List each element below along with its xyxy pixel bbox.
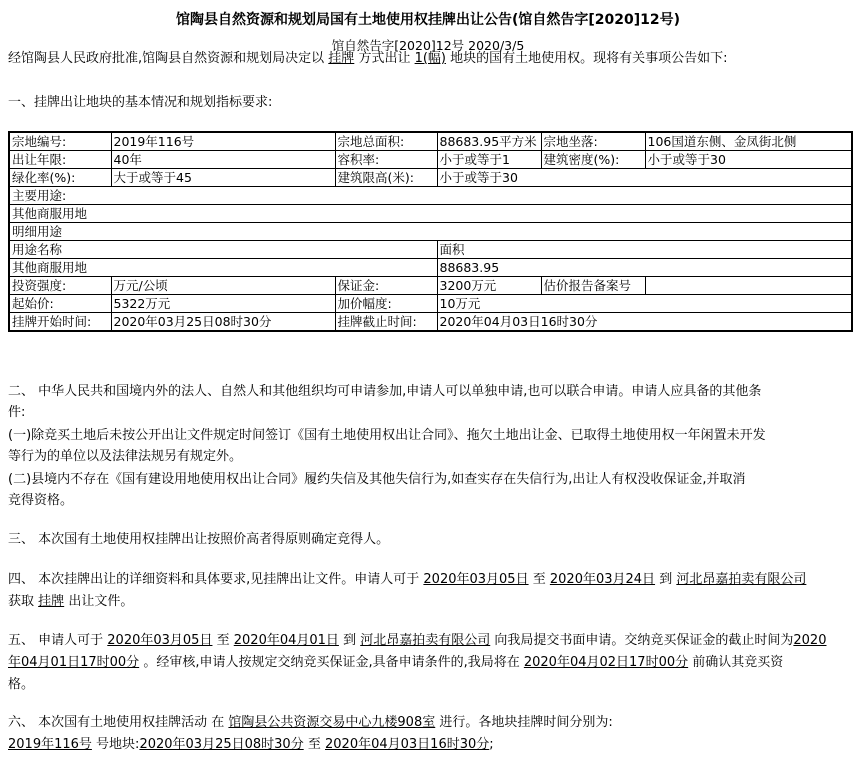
table-row	[9, 223, 852, 241]
table-cell: 用途名称	[9, 241, 437, 259]
table-cell: 宗地编号:	[9, 132, 111, 151]
table-cell: 小于或等于30	[437, 169, 852, 187]
section6-to: 至	[307, 737, 321, 752]
section4-get: 获取	[8, 594, 35, 609]
table-cell: 出让年限:	[9, 151, 111, 169]
table-row	[9, 295, 852, 313]
table-cell: 其他商服用地	[9, 205, 852, 223]
intro-prefix: 经馆陶县人民政府批准,馆陶县自然资源和规划局决定以	[8, 51, 325, 66]
section6-parcel-label: 号地块:	[96, 737, 140, 752]
table-cell: 5322万元	[111, 295, 335, 313]
table-row	[9, 132, 852, 151]
section4-docs: 出让文件。	[68, 594, 134, 609]
announcement-number: 馆自然告字[2020]12号 2020/3/5	[331, 38, 525, 53]
parcel-info-table	[8, 131, 853, 332]
table-cell: 估价报告备案号	[541, 277, 645, 295]
table-cell: 40年	[111, 151, 335, 169]
table-cell: 2019年116号	[111, 132, 335, 151]
section2-line6: 竞得资格。	[8, 493, 74, 508]
table-row	[9, 187, 852, 205]
table-cell: 面积	[437, 241, 852, 259]
section5-deadline: 年04月01日17时00分	[8, 655, 140, 670]
table-cell: 88683.95平方米	[437, 132, 541, 151]
intro-suffix: 地块的国有土地使用权。现将有关事项公告如下:	[450, 51, 728, 66]
intro-middle: 方式出让	[358, 51, 411, 66]
table-row	[9, 259, 852, 277]
intro-count: 1(幅)	[414, 51, 447, 66]
section4-date-to: 2020年03月24日	[549, 572, 656, 587]
section5-confirm-date: 2020年04月02日17时00分	[523, 655, 689, 670]
section2-line3: (一)除竞买土地后未按公开出让文件规定时间签订《国有土地使用权出让合同》、拖欠土地出让金、已取得土地使用权一年闲置未开发	[8, 428, 766, 443]
table-cell: 容积率:	[335, 151, 437, 169]
table-row	[9, 277, 852, 295]
table-cell: 宗地坐落:	[541, 132, 645, 151]
intro-method: 挂牌	[328, 51, 355, 66]
table-cell: 加价幅度:	[335, 295, 437, 313]
section5-deadline-year: 2020	[793, 633, 827, 648]
section5-org: 河北昂嘉拍卖有限公司	[360, 633, 491, 648]
section6-line2	[8, 735, 494, 755]
section5-prefix: 五、 申请人可于	[8, 633, 104, 648]
section5-at: 到	[343, 633, 357, 648]
section6-prefix: 六、 本次国有土地使用权挂牌活动 在	[8, 715, 225, 730]
table-row	[9, 169, 852, 187]
table-cell: 大于或等于45	[111, 169, 335, 187]
section4-at: 到	[659, 572, 673, 587]
section5-date-to: 2020年04月01日	[233, 633, 339, 648]
table-cell: 挂牌开始时间:	[9, 313, 111, 332]
table-cell: 其他商服用地	[9, 259, 437, 277]
page-title: 馆陶县自然资源和规划局国有土地使用权挂牌出让公告(馆自然告字[2020]12号)	[175, 12, 681, 28]
section4-to: 至	[532, 572, 546, 587]
table-cell: 保证金:	[335, 277, 437, 295]
table-cell	[645, 277, 852, 295]
table-cell: 起始价:	[9, 295, 111, 313]
section5-line1	[8, 631, 826, 651]
table-cell: 主要用途:	[9, 187, 852, 205]
table-row	[9, 241, 852, 259]
table-row	[9, 313, 852, 332]
table-cell: 建筑限高(米):	[335, 169, 437, 187]
section6-end: 2020年04月03日16时30分	[325, 737, 490, 752]
section6-suffix: 进行。各地块挂牌时间分别为:	[439, 715, 613, 730]
table-cell: 宗地总面积:	[335, 132, 437, 151]
section2-line5: (二)县境内不存在《国有建设用地使用权出让合同》履约失信及其他失信行为,如查实存在失信行为,出让人有权没收保证金,并取消	[8, 472, 746, 487]
table-cell: 投资强度:	[9, 277, 111, 295]
table-cell: 挂牌截止时间:	[335, 313, 437, 332]
section6-line1	[8, 713, 613, 733]
section2-line4: 等行为的单位以及法律法规另有规定外。	[8, 449, 243, 464]
table-cell: 2020年03月25日08时30分	[111, 313, 335, 332]
section4-line1	[8, 570, 806, 590]
section5-line3: 格。	[8, 677, 35, 692]
table-cell: 106国道东侧、金凤街北侧	[645, 132, 852, 151]
section6-end-mark: ;	[489, 737, 494, 752]
section4-line2	[8, 592, 133, 612]
section5-tail: 前确认其竞买资	[692, 655, 784, 670]
section2-line1: 二、 中华人民共和国境内外的法人、自然人和其他组织均可申请参加,申请人可以单独申请,也可以联合申请。申请人应具备的其他条	[8, 384, 762, 399]
section5-mid2: 。经审核,申请人按规定交纳竞买保证金,具备申请条件的,我局将在	[143, 655, 520, 670]
section3-text: 三、 本次国有土地使用权挂牌出让按照价高者得原则确定竞得人。	[8, 532, 390, 547]
table-cell: 10万元	[437, 295, 852, 313]
table-cell: 万元/公顷	[111, 277, 335, 295]
section4-method: 挂牌	[38, 594, 65, 609]
section4-org: 河北昂嘉拍卖有限公司	[676, 572, 807, 587]
intro-paragraph	[8, 49, 728, 69]
table-cell: 明细用途	[9, 223, 852, 241]
section1-heading: 一、挂牌出让地块的基本情况和规划指标要求:	[8, 95, 273, 110]
section5-date-from: 2020年03月05日	[107, 633, 213, 648]
table-cell: 小于或等于30	[645, 151, 852, 169]
section2-line2: 件:	[8, 405, 26, 420]
section6-place: 馆陶县公共资源交易中心九楼908室	[228, 715, 436, 730]
table-cell: 绿化率(%):	[9, 169, 111, 187]
section5-to: 至	[216, 633, 230, 648]
table-cell: 建筑密度(%):	[541, 151, 645, 169]
section4-prefix: 四、 本次挂牌出让的详细资料和具体要求,见挂牌出让文件。申请人可于	[8, 572, 420, 587]
section6-parcel: 2019年116号	[8, 737, 92, 752]
section4-date-from: 2020年03月05日	[423, 572, 529, 587]
table-cell: 小于或等于1	[437, 151, 541, 169]
table-cell: 3200万元	[437, 277, 541, 295]
section6-start: 2020年03月25日08时30分	[139, 737, 304, 752]
table-row	[9, 151, 852, 169]
table-cell: 88683.95	[437, 259, 852, 277]
table-row	[9, 205, 852, 223]
section5-line2	[8, 653, 783, 673]
section5-mid: 向我局提交书面申请。交纳竞买保证金的截止时间为	[494, 633, 794, 648]
table-cell: 2020年04月03日16时30分	[437, 313, 852, 332]
